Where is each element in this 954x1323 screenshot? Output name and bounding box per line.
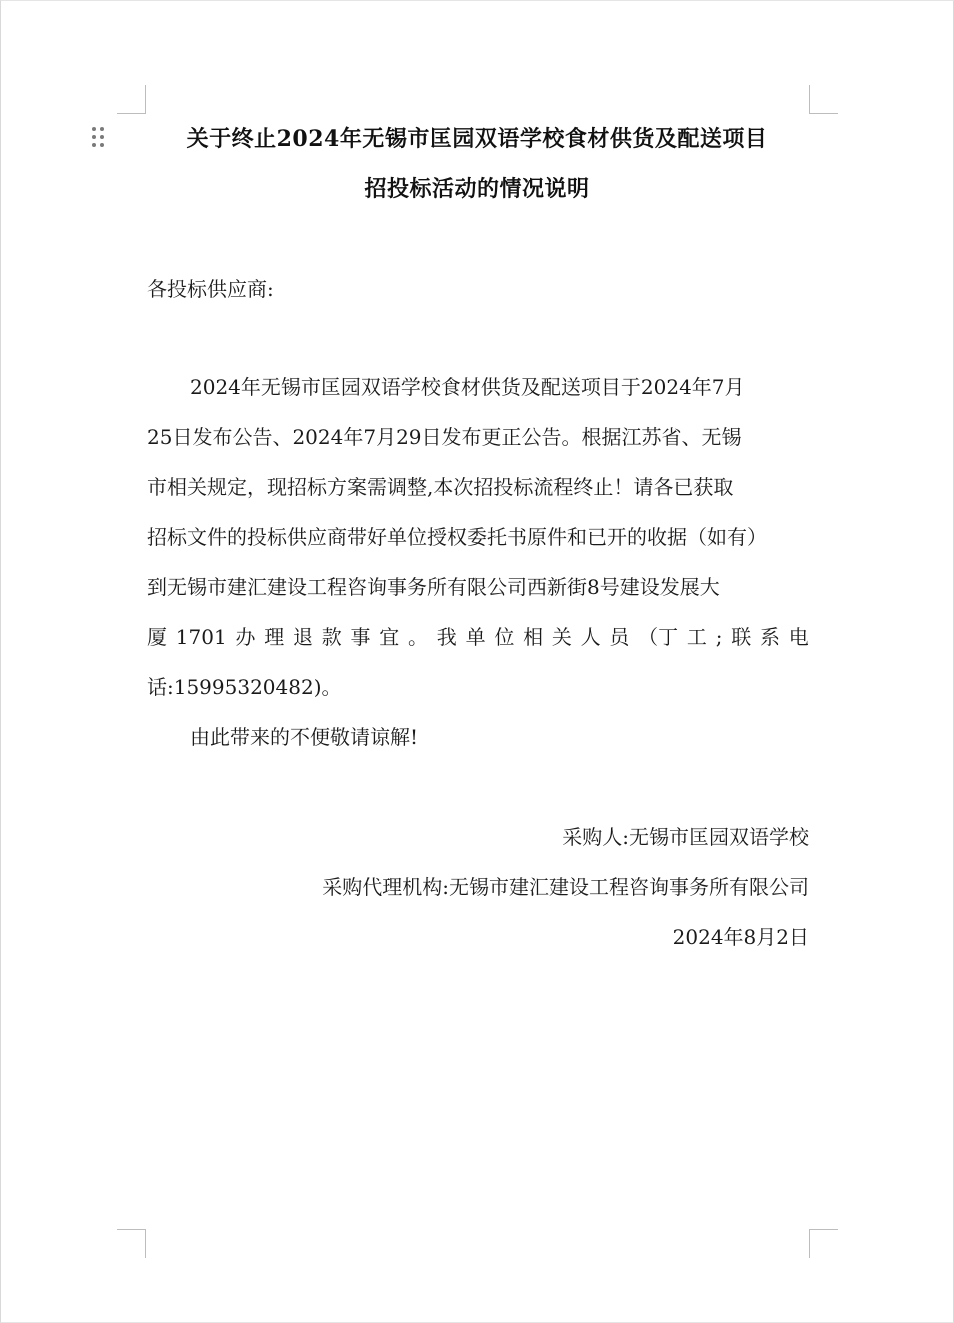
margin-corner-bottom-right — [809, 1229, 838, 1258]
body-line-6-word: 关 — [551, 625, 572, 649]
drag-handle-icon[interactable] — [90, 127, 106, 149]
body-line-6-word: 位 — [494, 625, 515, 649]
body-line-3: 市相关规定，现招标方案需调整,本次招投标流程终止！请各已获取 — [147, 475, 734, 499]
body-line-4: 招标文件的投标供应商带好单位授权委托书原件和已开的收据（如有） — [147, 525, 767, 549]
body-line-6-word: ; — [715, 625, 723, 649]
body-line-6-word: 员 — [609, 625, 630, 649]
body-line-6-word: 人 — [580, 625, 601, 649]
body-line-6-word: 电 — [788, 625, 809, 649]
body-line-6-word: 办 — [235, 625, 256, 649]
margin-corner-top-left — [117, 85, 146, 114]
body-line-6 — [147, 622, 809, 652]
document-title-line-2: 招投标活动的情况说明 — [364, 176, 590, 202]
signature-date: 2024年8月2日 — [672, 925, 809, 949]
body-line-1: 2024年无锡市匡园双语学校食材供货及配送项目于2024年7月 — [190, 375, 745, 399]
body-line-6-word: 事 — [350, 625, 371, 649]
salutation: 各投标供应商: — [147, 277, 274, 301]
body-line-6-word: 宜 — [379, 625, 400, 649]
body-line-6-word: 1701 — [175, 625, 227, 649]
body-line-6-word: 联 — [731, 625, 752, 649]
margin-corner-top-right — [809, 85, 838, 114]
margin-corner-bottom-left — [117, 1229, 146, 1258]
body-line-5: 到无锡市建汇建设工程咨询事务所有限公司西新街8号建设发展大 — [147, 575, 720, 599]
body-line-6-word: （丁 — [638, 625, 679, 649]
body-line-6-word: 相 — [523, 625, 544, 649]
document-title-line-1: 关于终止2024年无锡市匡园双语学校食材供货及配送项目 — [186, 126, 768, 152]
body-line-6-word: 单 — [465, 625, 486, 649]
body-line-6-word: 。 — [408, 625, 429, 649]
body-line-6-word: 退 — [292, 625, 313, 649]
body-line-6-word: 理 — [264, 625, 285, 649]
body-line-6-word: 厦 — [147, 625, 167, 649]
body-line-6-word: 工 — [686, 625, 707, 649]
signature-agency: 采购代理机构:无锡市建汇建设工程咨询事务所有限公司 — [322, 875, 809, 899]
body-line-6-word: 款 — [321, 625, 342, 649]
body-line-6-word: 我 — [436, 625, 457, 649]
body-line-7: 话:15995320482)。 — [147, 675, 342, 699]
body-line-2: 25日发布公告、2024年7月29日发布更正公告。根据江苏省、无锡 — [147, 425, 742, 449]
signature-purchaser: 采购人:无锡市匡园双语学校 — [562, 825, 809, 849]
closing-sentence: 由此带来的不便敬请谅解! — [190, 725, 419, 749]
body-line-6-word: 系 — [759, 625, 780, 649]
